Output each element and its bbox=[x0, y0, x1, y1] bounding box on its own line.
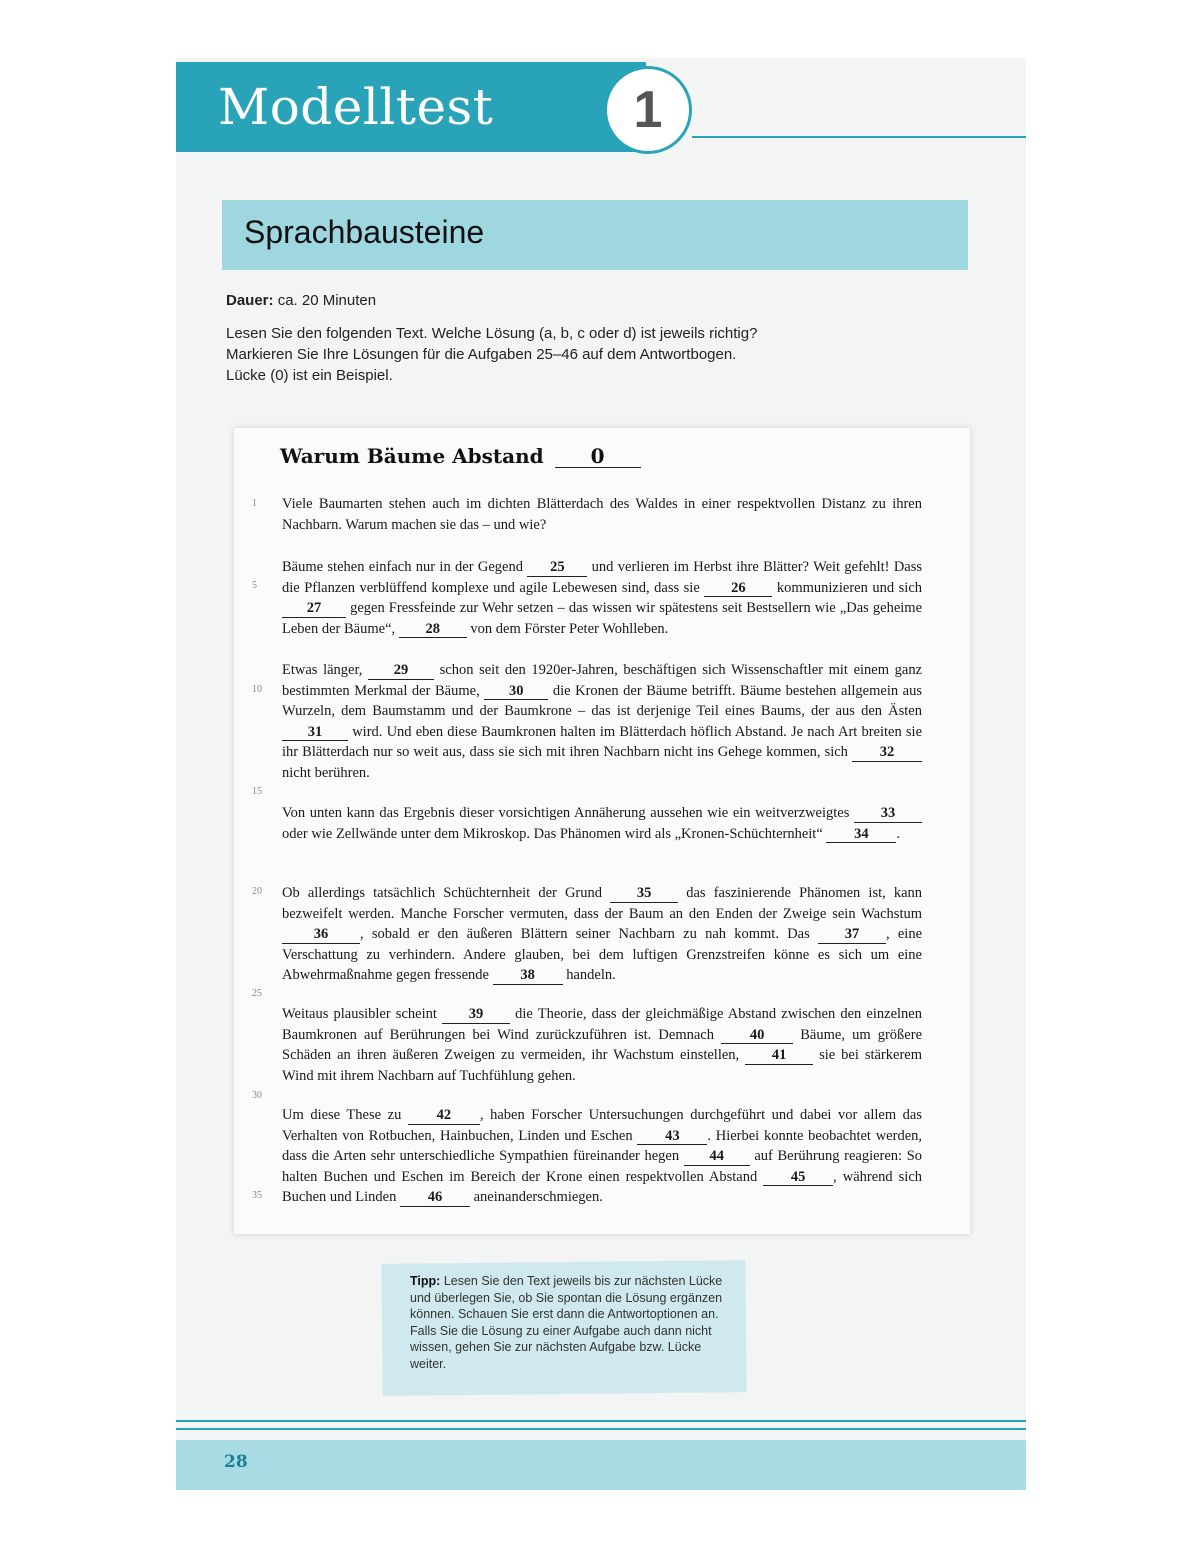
text-segment: , während sich Buchen und Linden bbox=[282, 1168, 923, 1205]
text-title-label: Warum Bäume Abstand bbox=[280, 444, 544, 468]
footer-rule-2 bbox=[176, 1428, 1026, 1430]
text-segment: schon seit den 1920er-Jahren, beschäftigen sich Wissenschaftler mit einem ganz bestimmten Merkmal der Bäume, bbox=[282, 662, 923, 699]
gap-44: 44 bbox=[684, 1149, 750, 1166]
text-segment: Von unten kann das Ergebnis dieser vorsichtigen Annäherung aussehen wie ein weitverzweigtes bbox=[282, 805, 850, 821]
page-number: 28 bbox=[224, 1452, 248, 1472]
text-segment: die Kronen der Bäume betrifft. Bäume bestehen allgemein aus Wurzeln, dem Baumstamm und der Baumkrone – das ist derjenige Teil eines Baums, der aus den Ästen bbox=[282, 682, 922, 719]
gap-34: 34 bbox=[826, 827, 896, 844]
gap-39: 39 bbox=[442, 1007, 510, 1024]
footer-rule-1 bbox=[176, 1420, 1026, 1422]
line-number: 25 bbox=[252, 988, 262, 999]
instruction-line-1: Lesen Sie den folgenden Text. Welche Lösung (a, b, c oder d) ist jeweils richtig? bbox=[226, 325, 758, 342]
paragraph-3 bbox=[282, 660, 922, 783]
line-number: 1 bbox=[252, 498, 257, 509]
text-segment: von dem Förster Peter Wohlleben. bbox=[470, 620, 669, 637]
text-segment: oder wie Zellwände unter dem Mikroskop. Das Phänomen wird als „Kronen-Schüchternheit“ bbox=[282, 825, 823, 842]
gap-28: 28 bbox=[399, 622, 467, 639]
gap-36: 36 bbox=[282, 927, 360, 944]
gap-0: 0 bbox=[555, 445, 641, 468]
gap-37: 37 bbox=[818, 927, 886, 944]
text-segment: gegen Fressfeinde zur Wehr setzen – das wissen wir spätestens seit Bestsellern wie „Das geheime Leben der Bäume“, bbox=[282, 600, 923, 637]
tip-text bbox=[410, 1273, 730, 1372]
duration-value: ca. 20 Minuten bbox=[277, 292, 377, 309]
text-segment: auf Berührung reagieren: So halten Buchen und Eschen im Bereich der Krone einen respektvollen Abstand bbox=[282, 1148, 923, 1185]
gap-32: 32 bbox=[852, 745, 922, 762]
text-segment: Etwas länger, bbox=[282, 662, 363, 678]
gap-31: 31 bbox=[282, 725, 348, 742]
paragraph-4 bbox=[282, 803, 922, 844]
text-segment: kommunizieren und sich bbox=[776, 579, 923, 596]
instruction-line-3: Lücke (0) ist ein Beispiel. bbox=[226, 367, 393, 384]
gap-27: 27 bbox=[282, 601, 346, 618]
line-number: 30 bbox=[252, 1090, 262, 1101]
gap-45: 45 bbox=[763, 1170, 833, 1187]
text-segment: wird. Und eben diese Baumkronen halten im Blätterdach höflich Abstand. Je nach Art breiten sie ihr Blätterdach nur so weit aus, dass sie sich mit ihren Nachbarn nicht ins Gehege kommen, sich bbox=[282, 723, 923, 760]
header-rule bbox=[692, 136, 1026, 138]
text-segment: handeln. bbox=[566, 967, 616, 983]
gap-30: 30 bbox=[484, 684, 548, 701]
gap-35: 35 bbox=[610, 886, 678, 903]
header-title: Modelltest bbox=[218, 78, 494, 136]
gap-41: 41 bbox=[745, 1048, 813, 1065]
text-segment: Bäume stehen einfach nur in der Gegend bbox=[282, 559, 523, 575]
gap-26: 26 bbox=[704, 581, 772, 598]
text-segment: . bbox=[896, 825, 901, 842]
gap-25: 25 bbox=[527, 560, 587, 577]
tip-body: Lesen Sie den Text jeweils bis zur nächsten Lücke und überlegen Sie, ob Sie spontan die Lösung ergänzen können. Schauen Sie erst dann die Antwortoptionen an. Falls Sie die Lösung zu einer Aufgabe auch dann nicht wissen, gehen Sie zur nächsten Aufgabe bzw. Lücke weiter. bbox=[410, 1274, 723, 1371]
line-number: 15 bbox=[252, 786, 262, 797]
gap-33: 33 bbox=[854, 806, 922, 823]
text-segment: die Theorie, dass der gleichmäßige Abstand zwischen den einzelnen Baumkronen auf Berührungen bei Wind zurückzuführen ist. Demnach bbox=[282, 1006, 922, 1043]
paragraph-2 bbox=[282, 557, 922, 639]
section-title: Sprachbausteine bbox=[244, 214, 485, 250]
text-segment: Weitaus plausibler scheint bbox=[282, 1006, 437, 1022]
test-number-badge: 1 bbox=[604, 66, 692, 154]
text-segment: Ob allerdings tatsächlich Schüchternheit der Grund bbox=[282, 885, 602, 901]
gap-40: 40 bbox=[721, 1028, 793, 1045]
duration-line bbox=[226, 292, 376, 309]
text-title bbox=[280, 444, 641, 468]
footer-band bbox=[176, 1440, 1026, 1490]
gap-38: 38 bbox=[493, 968, 563, 985]
paragraph-1: Viele Baumarten stehen auch im dichten Blätterdach des Waldes in einer respektvollen Distanz zu ihren Nachbarn. Warum machen sie das – und wie? bbox=[282, 496, 922, 533]
text-segment: Um diese These zu bbox=[282, 1107, 402, 1123]
gap-46: 46 bbox=[400, 1190, 470, 1207]
instruction-line-2: Markieren Sie Ihre Lösungen für die Aufgaben 25–46 auf dem Antwortbogen. bbox=[226, 346, 737, 363]
gap-42: 42 bbox=[408, 1108, 480, 1125]
duration-label: Dauer: bbox=[226, 292, 274, 309]
paragraph-7 bbox=[282, 1105, 922, 1208]
paragraph-6 bbox=[282, 1004, 922, 1086]
gap-29: 29 bbox=[368, 663, 434, 680]
text-segment: sie bei stärkerem Wind mit ihrem Nachbarn auf Tuchfühlung gehen. bbox=[282, 1047, 922, 1084]
text-segment: , eine Verschattung zu verhindern. Andere glauben, bei dem luftigen Grenzstreifen könne es sich um eine Abwehrmaßnahme gegen fressende bbox=[282, 926, 923, 983]
text-segment: . Hierbei konnte beobachtet werden, dass die Arten sehr unterschiedliche Sympathien füreinander hegen bbox=[282, 1127, 923, 1164]
text-segment: , haben Forscher Untersuchungen durchgeführt und dabei vor allem das Verhalten von Rotbuchen, Hainbuchen, Linden und Eschen bbox=[282, 1107, 922, 1144]
text-segment: Bäume, um größere Schäden an ihren äußeren Zweigen zu vermeiden, ihr Wachstum einstellen, bbox=[282, 1026, 923, 1063]
tip-label: Tipp: bbox=[410, 1274, 441, 1288]
paragraph-5 bbox=[282, 883, 922, 986]
text-segment: und verlieren im Herbst ihre Blätter? Weit gefehlt! Dass die Pflanzen verblüffend komplexe und agile Lebewesen sind, dass sie bbox=[282, 559, 923, 596]
line-number: 35 bbox=[252, 1190, 262, 1201]
text-segment: aneinanderschmiegen. bbox=[473, 1189, 603, 1205]
text-segment: nicht berühren. bbox=[282, 764, 370, 781]
text-segment: , sobald er den äußeren Blättern seiner Nachbarn zu nah kommt. Das bbox=[360, 926, 810, 942]
text-segment: das faszinierende Phänomen ist, kann bezweifelt werden. Manche Forscher vermuten, dass der Baum an den Enden der Zweige sein Wachstum bbox=[282, 885, 923, 922]
line-number: 20 bbox=[252, 886, 262, 897]
line-number: 10 bbox=[252, 684, 262, 695]
gap-43: 43 bbox=[637, 1129, 707, 1146]
line-number: 5 bbox=[252, 580, 257, 591]
